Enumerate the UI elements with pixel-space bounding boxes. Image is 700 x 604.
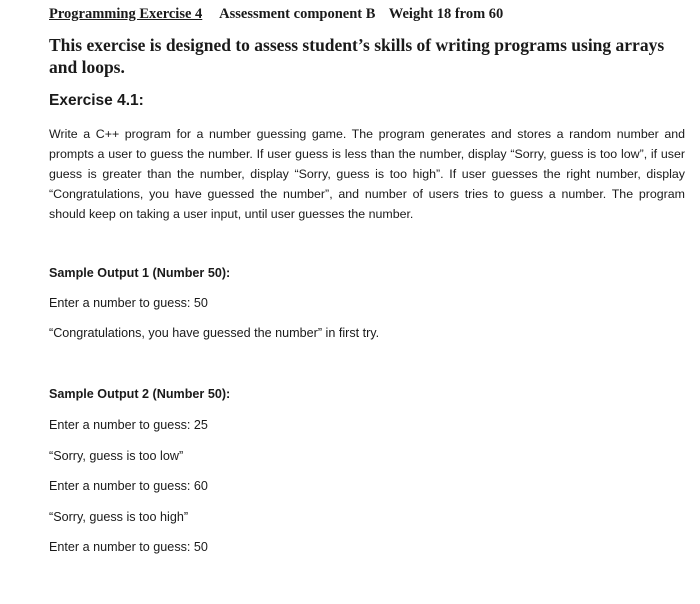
exercise-description: Write a C++ program for a number guessing game. The program generates and stores a random number and prompts a user to guess the number. If user guess is less than the number, display “Sorry, guess is too low”, if user guess is greater than the number, display “Sorry, guess is too high”. If user guesses the right number, display “Congratulations, you have guessed the number”, and number of users tries to guess a number. The program should keep on taking a user input, until user guesses the number.	[49, 127, 685, 221]
assessment-weight: Weight 18 from 60	[388, 6, 504, 22]
sample-output-2-line: “Sorry, guess is too high”	[49, 510, 189, 524]
sample-output-2-line: Enter a number to guess: 60	[49, 479, 208, 493]
assessment-component: Assessment component B	[219, 6, 376, 22]
sample-output-2-line: Enter a number to guess: 25	[49, 418, 208, 432]
exercise-title: Programming Exercise 4	[49, 6, 203, 22]
sample-output-1-title: Sample Output 1 (Number 50):	[49, 266, 231, 280]
sample-output-2-line: Enter a number to guess: 50	[49, 540, 208, 554]
document-header	[49, 6, 503, 23]
sample-output-1-line: “Congratulations, you have guessed the number” in first try.	[49, 326, 380, 340]
sample-output-1-line: Enter a number to guess: 50	[49, 296, 208, 310]
exercise-heading: Exercise 4.1:	[49, 92, 144, 109]
sample-output-2-line: “Sorry, guess is too low”	[49, 449, 184, 463]
sample-output-2-title: Sample Output 2 (Number 50):	[49, 387, 231, 401]
intro-paragraph: This exercise is designed to assess student’s skills of writing programs using arrays and loops.	[49, 35, 665, 77]
